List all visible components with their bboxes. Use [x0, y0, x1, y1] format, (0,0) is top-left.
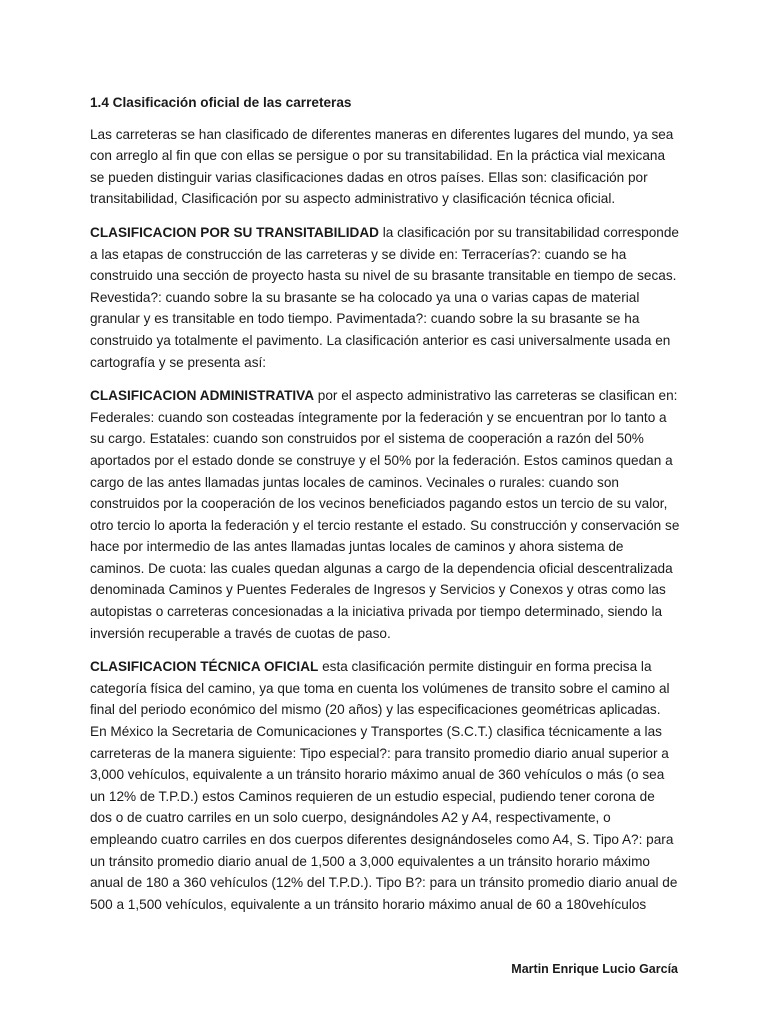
- tecnica-lead: CLASIFICACION TÉCNICA OFICIAL: [90, 659, 319, 675]
- transitabilidad-body: la clasificación por su transitabilidad corresponde a las etapas de construcción de las carreteras y se divide en: Terracerías?: cuando se ha construido una sección de proyecto hasta su nivel de su brasante transitable en tiempo de secas. Revestida?: cuando sobre la su brasante se ha colocado ya una o varias capas de material granular y es transitable en todo tiempo. Pavimentada?: cuando sobre la su brasante se ha construido ya totalmente el pavimento. La clasificación anterior es casi universalmente usada en cartografía y se presenta así:: [90, 224, 679, 370]
- author-footer: Martin Enrique Lucio García: [511, 962, 678, 976]
- section-heading: 1.4 Clasificación oficial de las carreteras: [90, 95, 352, 110]
- intro-paragraph: Las carreteras se han clasificado de diferentes maneras en diferentes lugares del mundo, ya sea con arreglo al fin que con ellas se persigue o por su transitabilidad. En la práctica vial mexicana se pueden distinguir varias clasificaciones dadas en otros países. Ellas son: clasificación por transitabilidad, Clasificación por su aspecto administrativo y clasificación técnica oficial.: [90, 126, 674, 207]
- administrativa-lead: CLASIFICACION ADMINISTRATIVA: [90, 388, 315, 404]
- administrativa-body: por el aspecto administrativo las carreteras se clasifican en: Federales: cuando son costeadas íntegramente por la federación y se encuentran por lo tanto a su cargo. Estatales: cuando son construidos por el sistema de cooperación a razón del 50% aportados por el estado donde se construye y el 50% por la federación. Estos caminos quedan a cargo de las antes llamadas juntas locales de caminos. Vecinales o rurales: cuando son construidos por la cooperación de los vecinos beneficiados pagando estos un tercio de su valor, otro tercio lo aporta la federación y el tercio restante el estado. Su construcción y conservación se hace por intermedio de las antes llamadas juntas locales de caminos y ahora sistema de caminos. De cuota: las cuales quedan algunas a cargo de la dependencia oficial descentralizada denominada Caminos y Puentes Federales de Ingresos y Servicios y Conexos y otras como las autopistas o carreteras concesionadas a la iniciativa privada por tiempo determinado, siendo la inversión recuperable a través de cuotas de paso.: [90, 388, 680, 641]
- tecnica-body: esta clasificación permite distinguir en forma precisa la categoría física del camino, ya que toma en cuenta los volúmenes de transito sobre el camino al final del periodo económico del mismo (20 años) y las especificaciones geométricas aplicadas. En México la Secretaria de Comunicaciones y Transportes (S.C.T.) clasifica técnicamente a las carreteras de la manera siguiente: Tipo especial?: para transito promedio diario anual superior a 3,000 vehículos, equivalente a un tránsito horario máximo anual de 360 vehículos o más (o sea un 12% de T.P.D.) estos Caminos requieren de un estudio especial, pudiendo tener corona de dos o de cuatro carriles en un solo cuerpo, designándoles A2 y A4, respectivamente, o empleando cuatro carriles en dos cuerpos diferentes designándoseles como A4, S. Tipo A?: para un tránsito promedio diario anual de 1,500 a 3,000 equivalentes a un tránsito horario máximo anual de 180 a 360 vehículos (12% del T.P.D.). Tipo B?: para un tránsito promedio diario anual de 500 a 1,500 vehículos, equivalente a un tránsito horario máximo anual de 60 a 180vehículos: [90, 659, 678, 912]
- transitabilidad-lead: CLASIFICACION POR SU TRANSITABILIDAD: [90, 224, 379, 240]
- administrativa-paragraph: [90, 385, 680, 644]
- document-body: [90, 92, 680, 927]
- transitabilidad-paragraph: [90, 222, 680, 373]
- tecnica-paragraph: [90, 656, 680, 915]
